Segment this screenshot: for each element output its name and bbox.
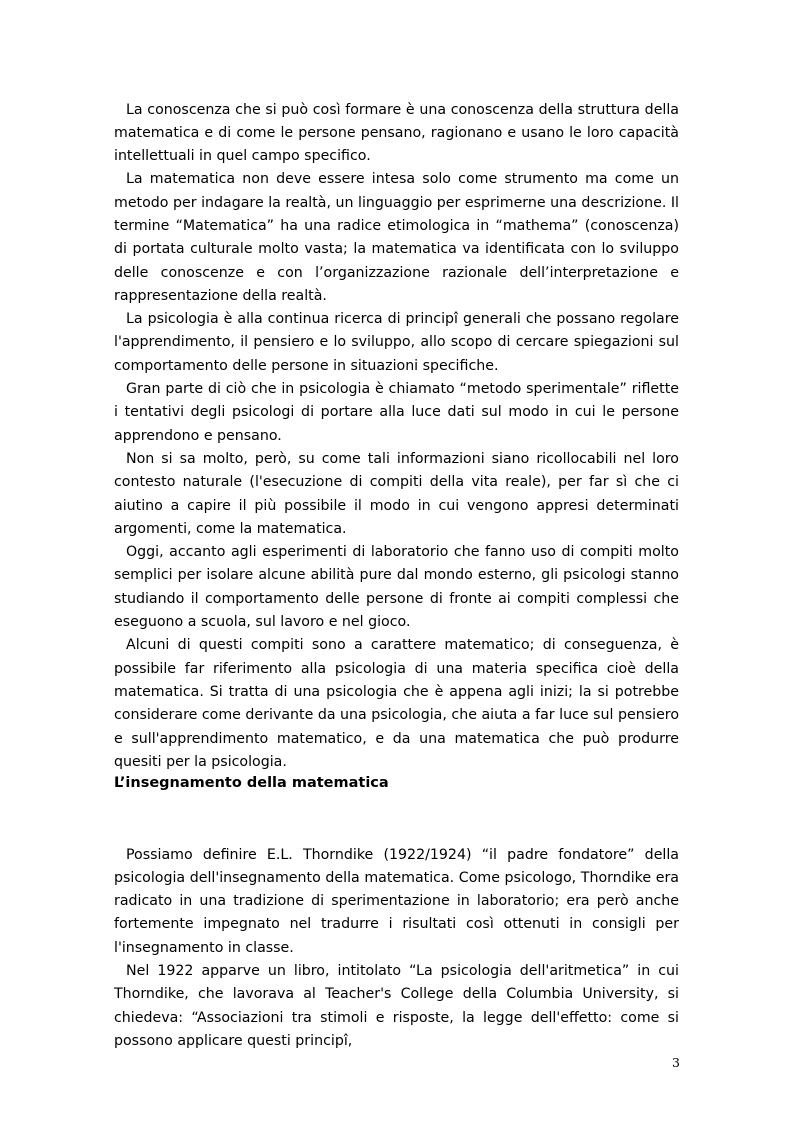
paragraph-9: Nel 1922 apparve un libro, intitolato “La psicologia dell'aritmetica” in cui Thorndike, che lavorava al Teacher's College della Columbia University, si chiedeva: “Associazioni tra stimoli e risposte, la legge dell'effetto: come si possono applicare questi principî, [114, 962, 679, 1049]
paragraph-3: La psicologia è alla continua ricerca di principî generali che possano regolare l'apprendimento, il pensiero e lo sviluppo, allo scopo di cercare spiegazioni sul comportamento delle persone in situazioni specifiche. [114, 311, 679, 374]
paragraph-1: La conoscenza che si può così formare è una conoscenza della struttura della matematica e di come le persone pensano, ragionano e usano le loro capacità intellettuali in quel campo specifico. [114, 101, 679, 165]
paragraph-7: Alcuni di questi compiti sono a carattere matematico; di conseguenza, è possibile far riferimento alla psicologia di una materia specifica cioè della matematica. Si tratta di una psicologia che è appena agli inizi; la si potrebbe considerare come derivante da una psicologia, che aiuta a far luce sul pensiero e sull'apprendimento matematico, e da una matematica che può produrre quesiti per la psicologia. [114, 637, 679, 770]
paragraph-6: Oggi, accanto agli esperimenti di laboratorio che fanno uso di compiti molto semplici per isolare alcune abilità pure dal mondo esterno, gli psicologi stanno studiando il comportamento delle persone di fronte ai compiti complessi che eseguono a scuola, sul lavoro e nel gioco. [114, 544, 679, 631]
paragraph-8: Possiamo definire E.L. Thorndike (1922/1924) “il padre fondatore” della psicologia dell'insegnamento della matematica. Come psicologo, Thorndike era radicato in una tradizione di sperimentazione in laboratorio; era però anche fortemente impegnato nel tradurre i risultati così ottenuti in consigli per l'insegnamento in classe. [114, 846, 679, 956]
paragraph-4: Gran parte di ciò che in psicologia è chiamato “metodo sperimentale” riflette i tentativi degli psicologi di portare alla luce dati sul modo in cui le persone apprendono e pensano. [114, 381, 679, 444]
body-text-bottom [114, 844, 679, 1054]
section-heading: L’insegnamento della matematica [114, 775, 389, 791]
body-text-top [114, 99, 679, 775]
paragraph-2: La matematica non deve essere intesa solo come strumento ma come un metodo per indagare la realtà, un linguaggio per esprimerne una descrizione. Il termine “Matematica” ha una radice etimologica in “mathema” (conoscenza) di portata culturale molto vasta; la matematica va identificata con lo sviluppo delle conoscenze e con l’organizzazione razionale dell’interpretazione e rappresentazione della realtà. [114, 171, 679, 304]
paragraph-5: Non si sa molto, però, su come tali informazioni siano ricollocabili nel loro contesto naturale (l'esecuzione di compiti della vita reale), per far sì che ci aiutino a capire il più possibile il modo in cui vengono appresi determinati argomenti, come la matematica. [114, 450, 679, 537]
page-number: 3 [672, 1055, 680, 1070]
